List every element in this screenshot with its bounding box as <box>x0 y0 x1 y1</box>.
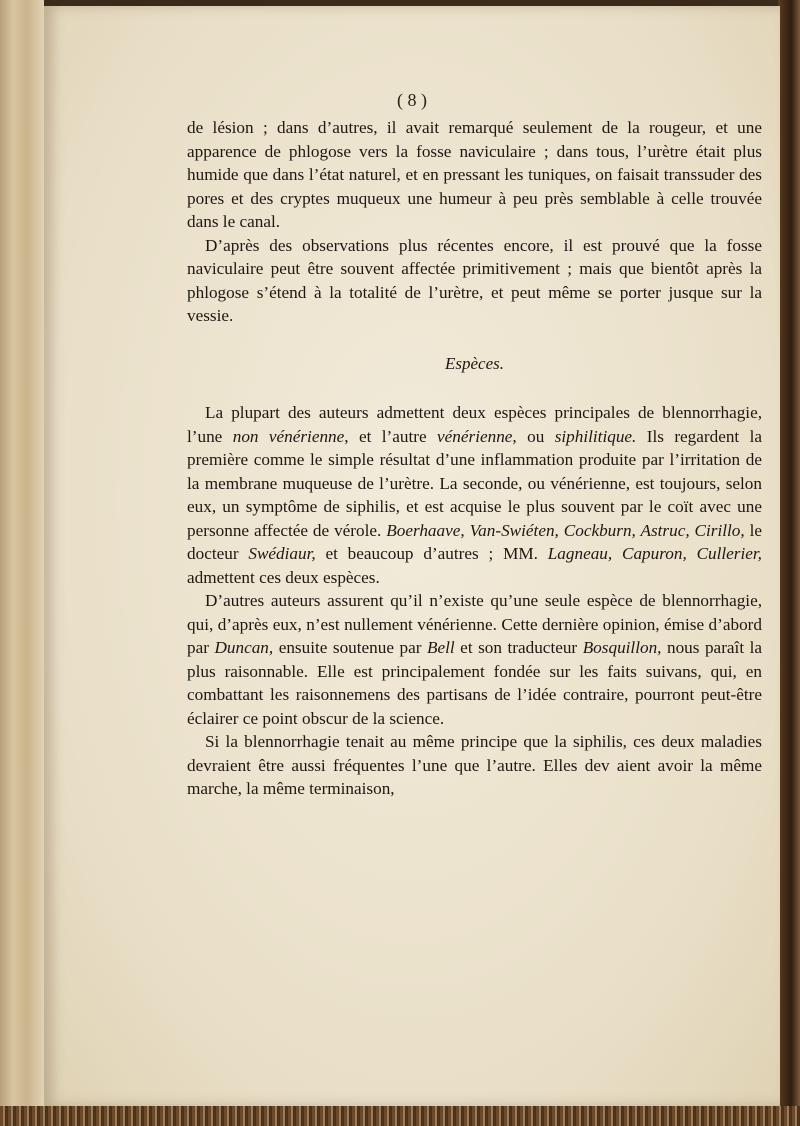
italic-run: Bell <box>426 638 455 657</box>
italic-run: Bosquillon, <box>582 638 662 657</box>
page-number: ( 8 ) <box>397 90 427 110</box>
paragraph-4 <box>187 589 762 730</box>
text-run: Ils regardent la première comme le simple résultat d’une inflammation produite par l’irritation de la membrane muqueuse de l’urètre. La seconde, ou vénérienne, est toujours, selon eux, un symptôme de siphilis, et est acquise le plus souvent par le coït avec une personne affectée de vérole. <box>187 426 763 540</box>
italic-run: Boerhaave, Van-Swiéten, Cockburn, Astruc, Cirillo, <box>386 520 745 540</box>
text-run: et son traducteur <box>454 638 583 657</box>
page-body <box>187 116 762 801</box>
page-edges <box>0 1106 800 1126</box>
italic-run: vénérienne <box>437 426 513 446</box>
italic-run: Lagneau, Capuron, Cullerier, <box>547 544 762 563</box>
section-heading: Espèces. <box>444 353 504 373</box>
text-run: La plupart des auteurs admettent deux espèces principales de blennorrhagie, l’une <box>187 403 762 446</box>
italic-run: Duncan, <box>214 638 274 657</box>
text-run: , et l’autre <box>344 426 438 446</box>
italic-run: non vénérienne <box>232 426 345 446</box>
text-run: nous paraît la plus raisonnable. Elle est principalement fondée sur les faits suivans, qui, en combattant les raisonnemens des partisans de l’idée contraire, pourront peut-être éclairer ce point obscur de la science. <box>187 638 763 728</box>
book-binding-left <box>0 0 44 1126</box>
text-run: et beaucoup d’autres ; MM. <box>315 544 548 563</box>
paragraph-3 <box>187 401 762 589</box>
text-run: ensuite soutenue par <box>273 638 427 657</box>
paragraph-1: de lésion ; dans d’autres, il avait remarqué seulement de la rougeur, et une apparence de phlogose vers la fosse naviculaire ; dans tous, l’urètre était plus humide que dans l’état naturel, et en pressant les tuniques, on faisait transsuder des pores et des cryptes muqueux une humeur à peu près semblable à celle trouvée dans le canal. <box>187 118 762 231</box>
text-run: , ou <box>512 426 555 446</box>
italic-run: Swédiaur, <box>248 544 316 563</box>
text-run: D’autres auteurs assurent qu’il n’existe qu’une seule espèce de blennorrhagie, qui, d’après eux, n’est nullement vénérienne. Cette dernière opinion, émise d’abord par <box>187 591 762 657</box>
text-run: le docteur <box>187 520 763 563</box>
text-run: admettent ces deux espèces. <box>187 567 380 587</box>
book-page <box>44 6 780 1106</box>
book-binding-right <box>778 0 800 1126</box>
paragraph-2: D’après des observations plus récentes encore, il est prouvé que la fosse naviculaire peut être souvent affectée primitivement ; mais que bientôt après la phlogose s’étend à la totalité de l’urètre, et peut même se porter jusque sur la vessie. <box>187 235 762 325</box>
paragraph-5: Si la blennorrhagie tenait au même principe que la siphilis, ces deux maladies devraient être aussi fréquentes l’une que l’autre. Elles dev aient avoir la même marche, la même terminaison, <box>187 732 762 798</box>
italic-run: siphilitique. <box>554 426 637 446</box>
